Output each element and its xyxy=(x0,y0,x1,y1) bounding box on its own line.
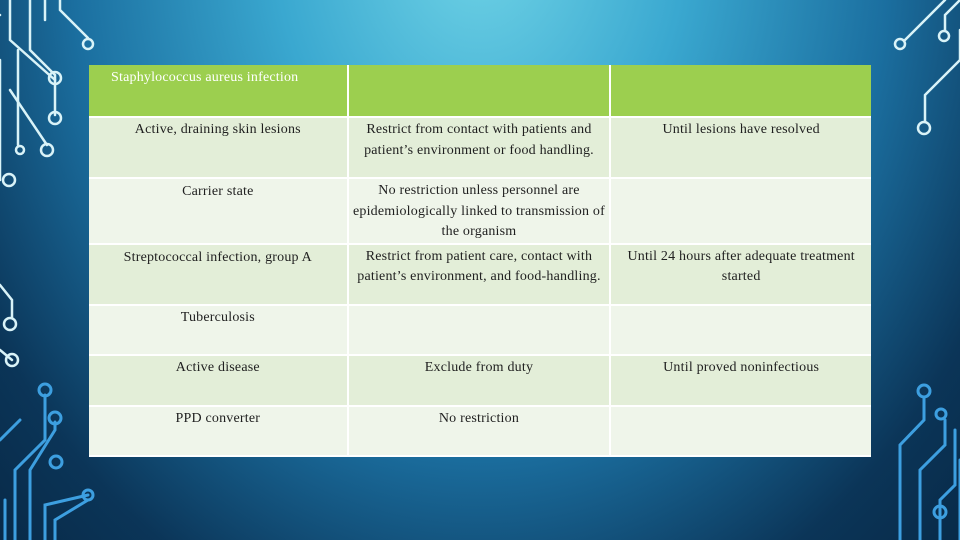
table-cell: Active disease xyxy=(89,355,348,406)
header-cell-3 xyxy=(610,65,871,117)
header-cell-1: Staphylococcus aureus infection xyxy=(89,65,348,117)
table-row xyxy=(89,178,871,244)
table-row xyxy=(89,117,871,178)
table-header-row xyxy=(89,65,871,117)
circuit-bottom-left xyxy=(0,384,93,540)
table-cell: Until lesions have resolved xyxy=(610,117,871,178)
table-cell: Exclude from duty xyxy=(348,355,611,406)
table-row xyxy=(89,244,871,305)
header-cell-2 xyxy=(348,65,611,117)
table-cell: Restrict from contact with patients and patient’s environment or food handling. xyxy=(348,117,611,178)
circuit-bottom-right xyxy=(900,385,960,540)
work-restriction-table xyxy=(89,65,871,457)
table-cell: Restrict from patient care, contact with patient’s environment, and food-handling. xyxy=(348,244,611,305)
table-cell xyxy=(610,178,871,244)
circuit-top-left-nodes xyxy=(3,39,93,366)
table-cell: No restriction xyxy=(348,406,611,456)
table-cell: PPD converter xyxy=(89,406,348,456)
table-row xyxy=(89,305,871,355)
table-row xyxy=(89,355,871,406)
table-cell: Tuberculosis xyxy=(89,305,348,355)
circuit-top-right xyxy=(895,0,960,134)
table-cell xyxy=(610,305,871,355)
table-cell: No restriction unless personnel are epidemiologically linked to transmission of the organism xyxy=(348,178,611,244)
table-cell xyxy=(610,406,871,456)
table-row xyxy=(89,406,871,456)
table-cell xyxy=(348,305,611,355)
table-cell: Carrier state xyxy=(89,178,348,244)
circuit-top-left xyxy=(0,0,88,360)
table-cell: Until proved noninfectious xyxy=(610,355,871,406)
table-cell: Active, draining skin lesions xyxy=(89,117,348,178)
table-cell: Streptococcal infection, group A xyxy=(89,244,348,305)
table-cell: Until 24 hours after adequate treatment started xyxy=(610,244,871,305)
